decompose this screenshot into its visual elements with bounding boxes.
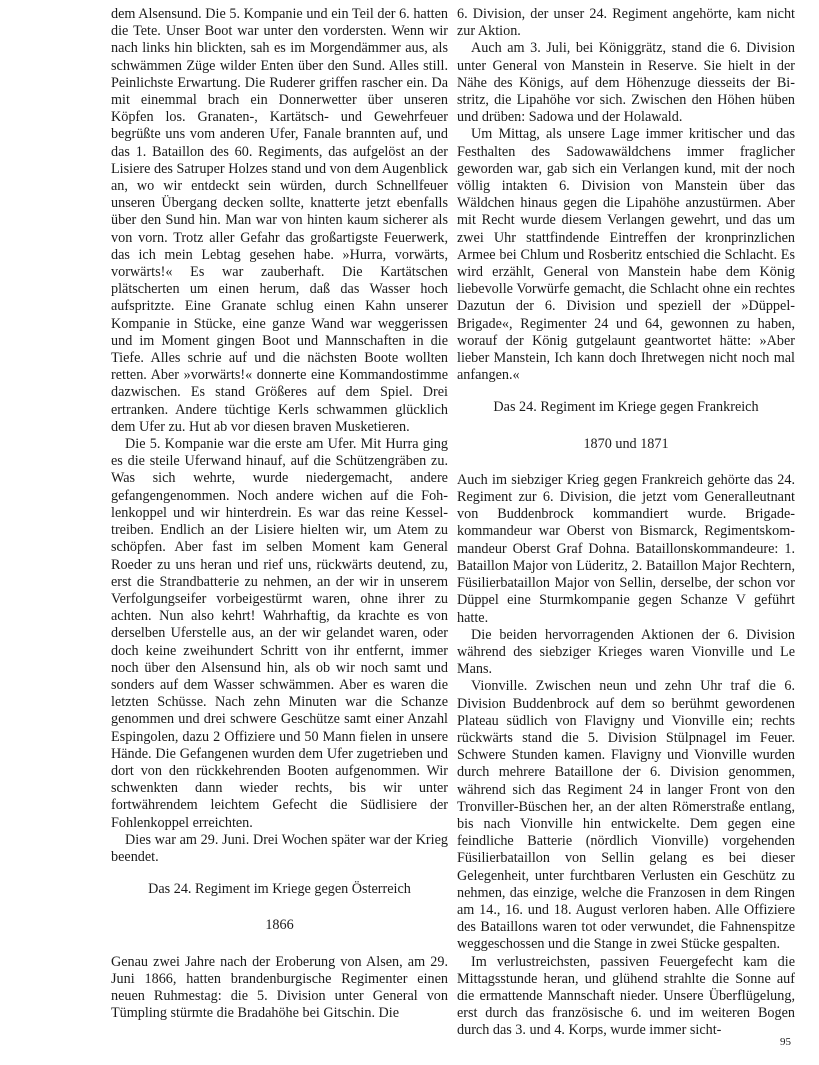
page-number: 95 [780,1036,791,1048]
section-year: 1870 und 1871 [583,435,669,452]
body-paragraph: Die 5. Kompanie war die erste am Ufer. Mit Hurra ging es die steile Uferwand hinauf, auf die Schützengräben zu. Was sich wehrte, wurde niedergemacht, andere gefangengenommen. Noch andere wichen auf die Fohlenkoppel und wir hinterdrein. Es war das reine Kesseltreiben. Endlich an der Lisiere hielten wir, um Atem zu schöpfen. Aber fast im selben Moment kam General Roeder zu uns heran und rief uns, rückwärts deutend, zu, erst die Strandbatterie zu nehmen, an der wir in unserem Verfolgungseifer vorbeigestürmt waren, ohne ihrer zu achten. Nun also kehrt! Wahrhaftig, da krachte es von derselben Uferstelle aus, an der wir gelandet waren, oder doch keine zweihundert Schritt von ihr entfernt, immer noch über den Alsensund hin, als ob wir noch samt und sonders auf dem Wasser schwämmen. Aber es waren die letzten Schüsse. Nach zehn Minuten war die Schanze genommen und drei schwere Geschütze samt einer Anzahl Espingolen, dazu 2 Offiziere und 50 Mann fielen in unsere Hände. Die Gefangenen wurden dem Ufer zugetrieben und dort von den rückkehrenden Booten aufgenommen. Wir schwenkten dann wieder rechts, bis wir unter fortwährendem leichtem Gefecht die Südlisiere der Fohlenkoppel erreichten. [111,436,448,831]
body-paragraph: 6. Division, der unser 24. Regiment angehörte, kam nicht zur Aktion. [457,6,795,40]
body-paragraph: Vionville. Zwischen neun und zehn Uhr traf die 6. Division Buddenbrock auf dem so berühmt gewordenen Plateau südlich von Flavigny und Vionville ein; rechts rückwärts stand die 5. Division Stülpnagel im Feuer. Schwere Stunden kamen. Flavigny und Vionville wurden durch mehrere Bataillone der 6. Division genommen, während sich das Regiment 24 in langer Front von den Tronviller-Büschen her, an der alten Römerstraße entlang, bis nach Vionville hin entwickelte. Dem gegen eine feindliche Batterie (nördlich Vionville) vorgehenden Füsilierbataillon von Sellin gelang es bei dieser Gelegenheit, unter furchtbaren Verlusten ein Geschütz zu nehmen, das einzige, welche die Franzosen in dem Ringen am 14., 16. und 18. August verloren haben. Alle Offiziere des Bataillons waren tot oder verwundet, die Fahnenspitze weggeschossen und die Stange in zwei Stücke gespalten. [457,678,795,953]
body-paragraph: Im verlustreichsten, passiven Feuergefecht kam die Mittagsstunde heran, und glühend strahlte die Sonne auf die ermattende Mannschaft nieder. Unsere Überflügelung, erst durch das französische 6. und im weiteren Bogen durch das 3. und 4. Korps, wurde immer sicht- [457,953,795,1039]
body-paragraph: Dies war am 29. Juni. Drei Wochen später war der Krieg beendet. [111,831,448,865]
body-paragraph: Die beiden hervorragenden Aktionen der 6. Division während des siebziger Krieges waren Vionville und Le Mans. [457,626,795,678]
section-heading: Das 24. Regiment im Kriege gegen Frankreich [493,399,759,416]
left-column [111,6,448,1022]
body-paragraph: Auch im siebziger Krieg gegen Frankreich gehörte das 24. Regiment zur 6. Division, die jetzt vom Generalleutnant von Buddenbrock kommandiert wurde. Brigadekommandeur war Oberst von Bismarck, Regimentskommandeur Oberst Graf Dohna. Bataillonskommandeure: 1. Bataillon Major von Lüderitz, 2. Bataillon Major Rechtern, Füsilierbataillon Major von Sellin, derselbe, der schon vor Düppel eine Sturmkompanie gegen Schanze V geführt hatte. [457,471,795,626]
body-paragraph: Um Mittag, als unsere Lage immer kritischer und das Festhalten des Sadowawäldchens immer fraglicher geworden war, gab sich ein Verlangen kund, mit der noch völlig intakten 6. Division von Manstein über das Wäldchen hinaus gegen die Lipahöhe anzustürmen. Aber mit Recht wurde diesem Verlangen gewehrt, und das um zwei Uhr stattfindende Eintreffen der kronprinzlichen Armee bei Chlum und Rosberitz entschied die Schlacht. Es wird erzählt, General von Manstein habe dem König liebevolle Vorwürfe gemacht, die Schlacht ohne ein rechtes Dazutun der 6. Division und speziell der »Düppel-Brigade«, Regimenter 24 und 64, gewonnen zu haben, worauf der König gutgelaunt geantwortet hätte: »Aber lieber Manstein, Ich kann doch Ihretwegen nicht noch mal anfangen.« [457,126,795,384]
body-paragraph: dem Alsensund. Die 5. Kompanie und ein Teil der 6. hatten die Tete. Unser Boot war unter den vordersten. Wenn wir nach links hin blickten, sah es im Morgendämmer aus, als schwämmen Züge wilder Enten über den Sund. Alles still. Peinlichste Erwartung. Die Ruderer griffen rascher ein. Da mit einemmal brach ein Donnerwetter über unseren Köpfen los. Granaten-, Kartätsch- und Gewehrfeuer begrüßte uns vom anderen Ufer, Fanale brannten auf, und das 1. Bataillon des 60. Regiments, das aufgelöst an der Lisiere des Satruper Holzes stand und von dem Augenblick an, wo wir entdeckt sein würden, durch Schnellfeuer unseren Übergang decken sollte, knatterte jetzt ebenfalls über den Sund hin. Man war von hinten kaum sicherer als von vorn. Trotz aller Gefahr das großartigste Feuerwerk, das ich mein Lebtag gesehen habe. »Hurra, vorwärts, vorwärts!« Es war zauberhaft. Die Kartätschen plätscherten um einen herum, daß das Wasser hoch aufspritzte. Eine Granate schlug einen Kahn unserer Kompanie in Stücke, eine ganze Wand war weggerissen und im Moment gingen Boot und Mannschaften in die Tiefe. Alles schrie auf und die nächsten Boote wollten retten. Aber »vorwärts!« donnerte eine Kommandostimme dazwischen. Es stand Größeres auf dem Spiel. Drei ertranken. Andere tüchtige Kerls schwammen glücklich dem Ufer zu. Hut ab vor diesen braven Musketieren. [111,6,448,435]
right-column [457,6,795,1040]
section-year: 1866 [265,917,294,934]
section-heading: Das 24. Regiment im Kriege gegen Österreich [148,881,411,898]
body-paragraph: Auch am 3. Juli, bei Königgrätz, stand die 6. Division unter General von Manstein in Reserve. Sie hielt in der Nähe des Königs, auf dem Höhenzuge diesseits der Bistritz, die Lipahöhe vor sich. Zwischen den Höhen hüben und drüben: Sadowa und der Holawald. [457,40,795,126]
body-paragraph: Genau zwei Jahre nach der Eroberung von Alsen, am 29. Juni 1866, hatten brandenburgische Regimenter einen neuen Ruhmestag: die 5. Division unter General von Tümpling stürmte die Bradahöhe bei Gitschin. Die [111,953,448,1022]
